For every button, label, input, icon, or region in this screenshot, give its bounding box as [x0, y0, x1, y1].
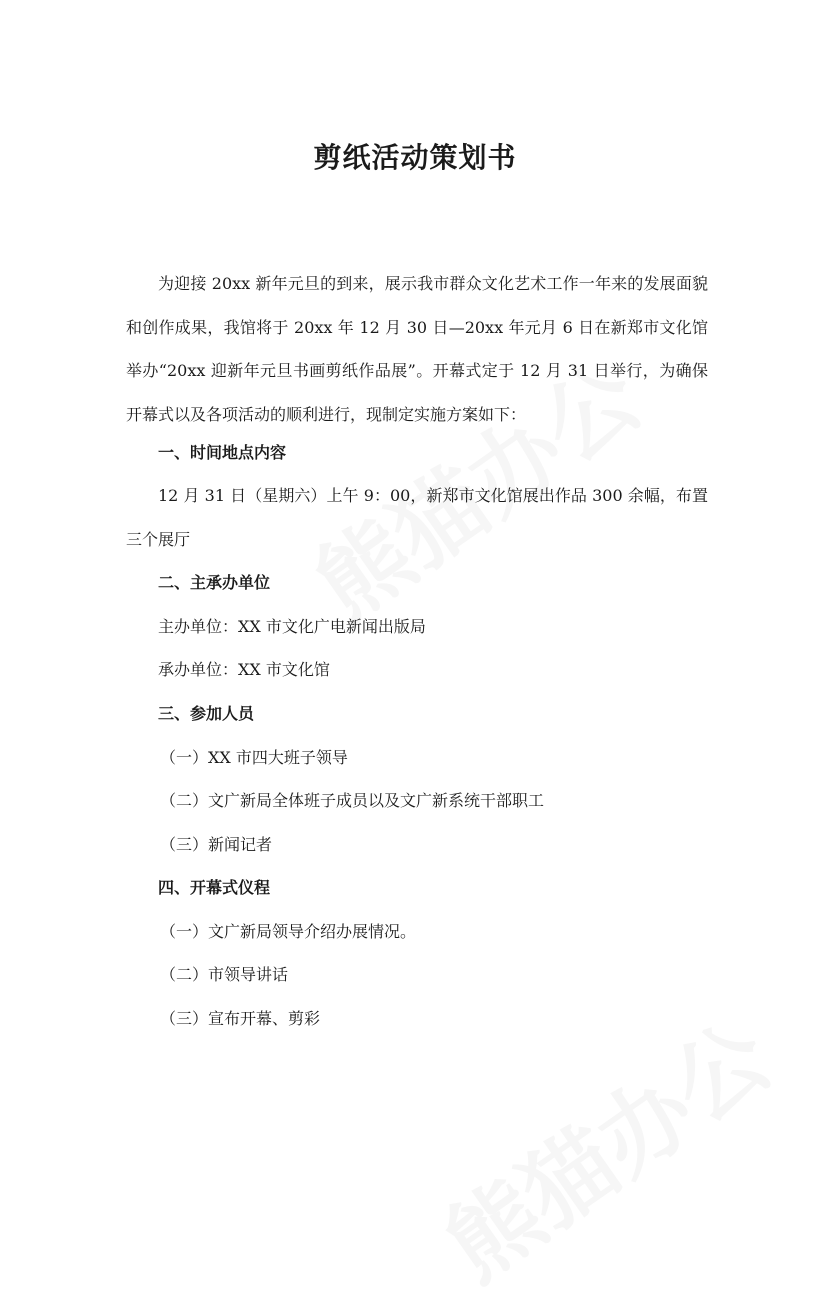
ceremony-item: （三）宣布开幕、剪彩	[160, 1009, 321, 1028]
watermark	[415, 986, 792, 1305]
document-title: 剪纸活动策划书	[313, 141, 517, 174]
participant-item: （一）XX 市四大班子领导	[160, 748, 348, 767]
intro-paragraph: 为迎接 20xx 新年元旦的到来，展示我市群众文化艺术工作一年来的发展面貌和创作成果，我馆将于 20xx 年 12 月 30 日—20xx 年元月 6 日在新郑市文化馆举办“20xx 迎新年元旦书画剪纸作品展”。开幕式定于 12 月 31 日举行，为确保开幕式以及各项活动的顺利进行，现制定实施方案如下：	[126, 274, 708, 424]
participant-item: （二）文广新局全体班子成员以及文广新系统干部职工	[160, 791, 545, 810]
section-paragraph-time-place: 12 月 31 日（星期六）上午 9：00，新郑市文化馆展出作品 300 余幅，布置三个展厅	[126, 486, 708, 549]
section-heading-participants: 三、参加人员	[158, 704, 255, 723]
section-heading-ceremony: 四、开幕式仪程	[158, 878, 271, 897]
section-heading-organizers: 二、主承办单位	[158, 573, 271, 592]
participant-item: （三）新闻记者	[160, 835, 273, 854]
organizer-line: 主办单位：XX 市文化广电新闻出版局	[158, 617, 426, 636]
ceremony-item: （一）文广新局领导介绍办展情况。	[160, 922, 417, 941]
co-organizer-line: 承办单位：XX 市文化馆	[158, 660, 330, 679]
section-heading-time-place: 一、时间地点内容	[158, 443, 287, 462]
ceremony-item: （二）市领导讲话	[160, 965, 289, 984]
